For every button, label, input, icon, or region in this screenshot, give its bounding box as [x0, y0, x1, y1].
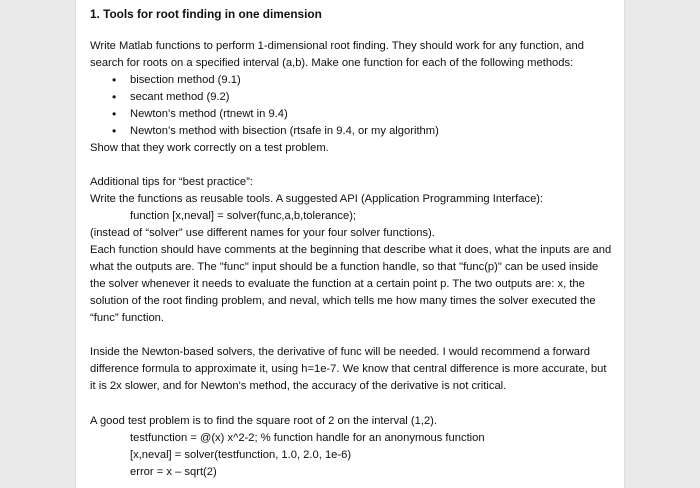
derivative-paragraph: Inside the Newton-based solvers, the derivative of func will be needed. I would recommend a forward difference formula to approximate it, using h=1e-7. We know that central difference is more accurate, but it is 2x slower, and for Newton's method, the accuracy of the derivative is not critical.	[90, 346, 607, 392]
method-item-bisection: • bisection method (9.1)	[90, 72, 615, 89]
intro-paragraph: Write Matlab functions to perform 1-dimensional root finding. They should work for any function, and search for roots on a specified interval (a,b). Make one function for each of the following methods:	[90, 40, 584, 69]
api-note: (instead of “solver” use different names for your four solver functions).	[90, 227, 435, 239]
method-item-secant: • secant method (9.2)	[90, 89, 615, 106]
tips-section	[90, 174, 615, 327]
tips-intro: Write the functions as reusable tools. A suggested API (Application Programming Interface):	[90, 193, 544, 205]
test-request-text: Show that they work correctly on a test problem.	[90, 142, 329, 154]
tips-heading: Additional tips for “best practice”:	[90, 176, 253, 188]
method-item-newton: • Newton’s method (rtnewt in 9.4)	[90, 106, 615, 123]
example-intro: A good test problem is to find the square root of 2 on the interval (1,2).	[90, 415, 438, 427]
method-item-newton-bisection: • Newton’s method with bisection (rtsafe in 9.4, or my algorithm)	[90, 123, 615, 140]
code-line-solver-call: [x,neval] = solver(testfunction, 1.0, 2.0, 1e-6)	[130, 449, 352, 461]
code-line-error: error = x – sqrt(2)	[130, 466, 217, 478]
derivative-section	[90, 344, 615, 395]
intro-section	[90, 38, 615, 157]
section-title: 1. Tools for root finding in one dimension	[90, 7, 322, 21]
code-line-testfunction: testfunction = @(x) x^2-2; % function handle for an anonymous function	[130, 432, 485, 444]
methods-list	[90, 72, 615, 140]
example-section	[90, 413, 615, 481]
comments-paragraph: Each function should have comments at the beginning that describe what it does, what the inputs are and what the outputs are. The "func" input should be a function handle, so that "func(p)" can be used inside the solver whenever it needs to evaluate the function at a certain point p. The two outputs are: x, the solution of the root finding problem, and neval, which tells me how many times the solver executed the “func” function.	[90, 244, 612, 324]
api-signature: function [x,neval] = solver(func,a,b,tolerance);	[130, 210, 357, 222]
document-page	[76, 0, 624, 488]
